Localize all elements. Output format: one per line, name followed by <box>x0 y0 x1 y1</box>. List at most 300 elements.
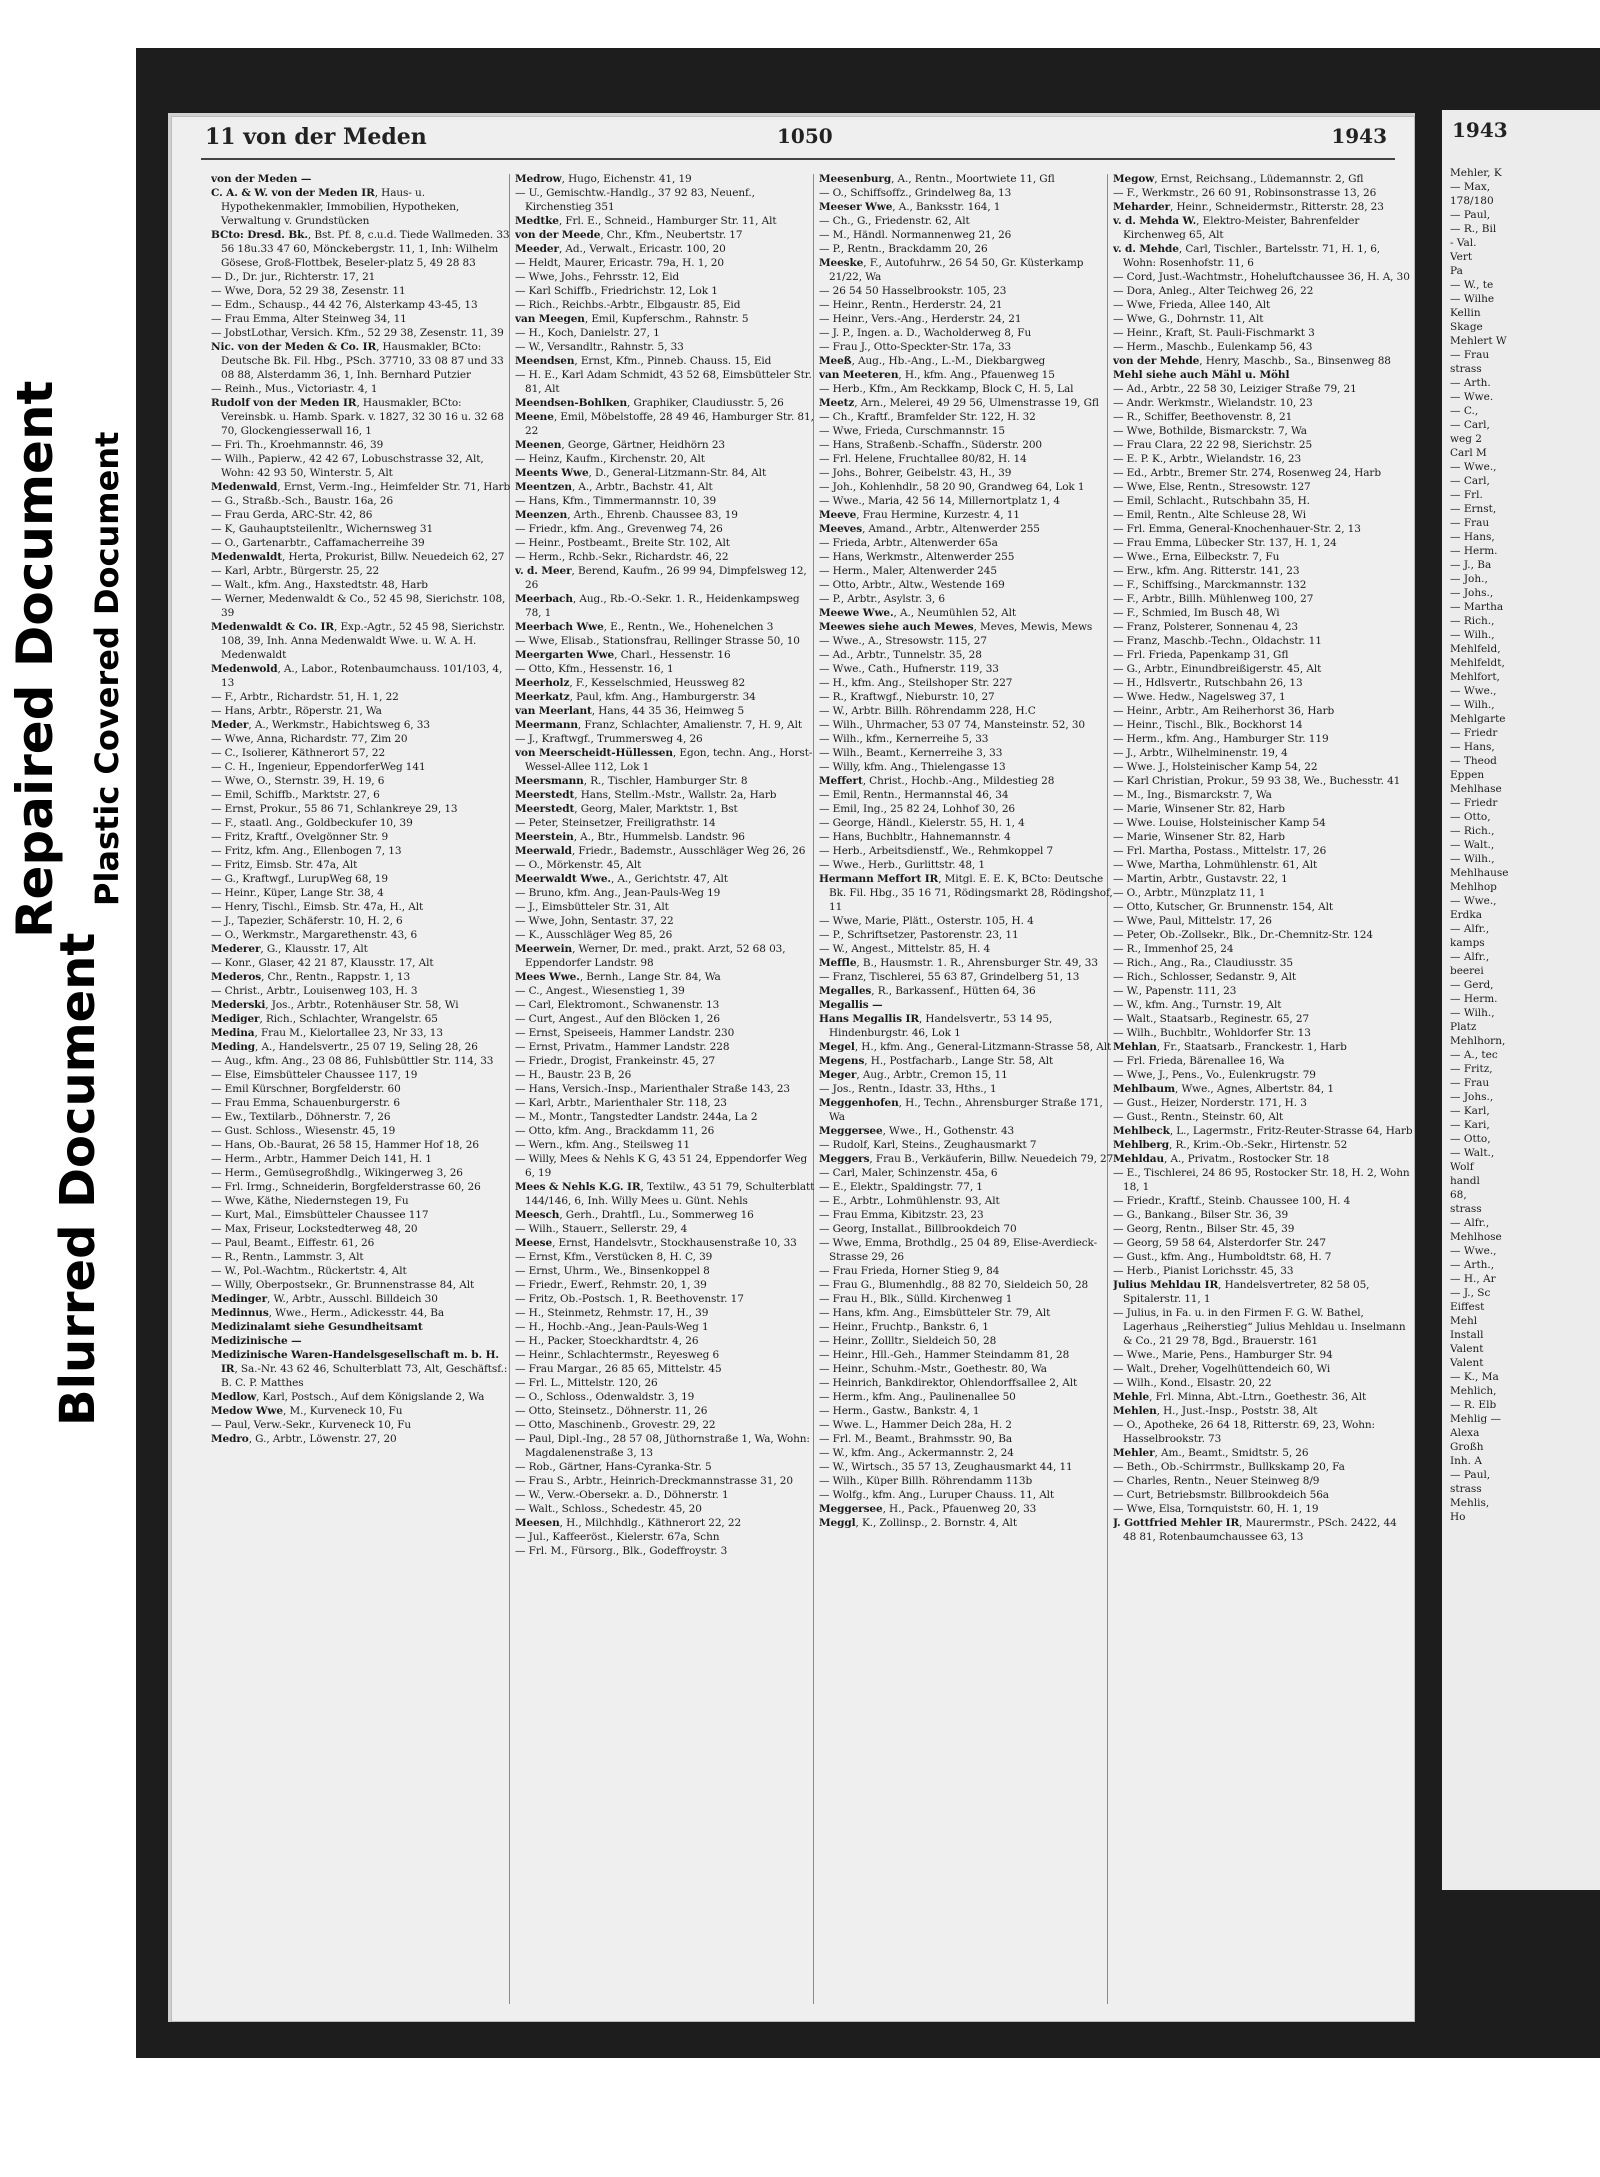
next-page-entry: — Kari, <box>1450 1119 1490 1131</box>
directory-entry: — Rudolf, Karl, Steins., Zeughausmarkt 7 <box>819 1139 1037 1151</box>
directory-entry: v. d. Mehde, Carl, Tischler., Bartelsstr. 71, H. 1, 6, Wohn: Rosenhofstr. 11, 6 <box>1113 243 1381 269</box>
directory-entry: Megalles, R., Barkassenf., Hütten 64, 36 <box>819 985 1036 997</box>
directory-entry: — Paul, Dipl.-Ing., 28 57 08, Jüthornstraße 1, Wa, Wohn: Magdalenenstraße 3, 13 <box>515 1433 810 1459</box>
directory-entry: — Rob., Gärtner, Hans-Cyranka-Str. 5 <box>515 1461 712 1473</box>
directory-entry: BCto: Dresd. Bk., Bst. Pf. 8, c.u.d. Tiede Wallmeden. 33 56 18u.33 47 60, Mönckebergstr. 11, 1, Inh: Wilhelm Gösese, Groß-Flottbek, Beseler-platz 5, 49 28 83 <box>211 229 510 269</box>
directory-entry: Meerbach, Aug., Rb.-O.-Sekr. 1. R., Heidenkampsweg 78, 1 <box>515 593 800 619</box>
directory-entry: — Ed., Arbtr., Bremer Str. 274, Rosenweg 24, Harb <box>1113 467 1381 479</box>
directory-entry: — Emil, Rentn., Hermannstal 46, 34 <box>819 789 1009 801</box>
directory-entry: — Karl, Arbtr., Marienthaler Str. 118, 23 <box>515 1097 727 1109</box>
directory-entry: — Wwe, Dora, 52 29 38, Zesenstr. 11 <box>211 285 406 297</box>
next-page-entry: — J., Ba <box>1450 559 1492 571</box>
directory-entry: — Hans, Versich.-Insp., Marienthaler Straße 143, 23 <box>515 1083 791 1095</box>
directory-entry: — Frau Frieda, Horner Stieg 9, 84 <box>819 1265 1000 1277</box>
next-page-entry: Alexa <box>1450 1427 1480 1439</box>
directory-entry: Meendsen-Bohlken, Graphiker, Claudiusstr. 5, 26 <box>515 397 784 409</box>
directory-entry: — R., Immenhof 25, 24 <box>1113 943 1234 955</box>
directory-entry: — F., staatl. Ang., Goldbeckufer 10, 39 <box>211 817 413 829</box>
next-page-entry: Mehlhose <box>1450 1231 1502 1243</box>
directory-entry: — Frl. Martha, Postass., Mittelstr. 17, 26 <box>1113 845 1327 857</box>
directory-entry: — Marie, Winsener Str. 82, Harb <box>1113 831 1285 843</box>
column-1 <box>211 172 511 2008</box>
directory-entry: — Jos., Rentn., Idastr. 33, Hths., 1 <box>819 1083 997 1095</box>
directory-entry: — F., Schmied, Im Busch 48, Wi <box>1113 607 1280 619</box>
next-page-entry: Carl M <box>1450 447 1487 459</box>
next-page-entry: — Paul, <box>1450 209 1491 221</box>
directory-entry: von der Mehde, Henry, Maschb., Sa., Binsenweg 88 <box>1113 355 1391 367</box>
directory-entry: — Fritz, Ob.-Postsch. 1, R. Beethovenstr. 17 <box>515 1293 744 1305</box>
directory-entry: — Herb., Kfm., Am Reckkamp, Block C, H. 5, Lal <box>819 383 1074 395</box>
next-page-entry: — Max, <box>1450 181 1491 193</box>
next-page-entry: — Gerd, <box>1450 979 1494 991</box>
directory-entry: — Emil, Schlacht., Rutschbahn 35, H. <box>1113 495 1310 507</box>
directory-entry: van Meegen, Emil, Kupferschm., Rahnstr. 5 <box>515 313 749 325</box>
directory-entry: — C., Angest., Wiesenstieg 1, 39 <box>515 985 685 997</box>
directory-entry: — Frau S., Arbtr., Heinrich-Dreckmannstrasse 31, 20 <box>515 1475 793 1487</box>
directory-entry: — Ad., Arbtr., 22 58 30, Leiziger Straße 79, 21 <box>1113 383 1357 395</box>
directory-entry: — Otto, kfm. Ang., Brackdamm 11, 26 <box>515 1125 715 1137</box>
directory-entry: — Franz, Maschb.-Techn., Oldachstr. 11 <box>1113 635 1322 647</box>
directory-entry: — Frl. M., Beamt., Brahmsstr. 90, Ba <box>819 1433 1012 1445</box>
directory-entry: — Emil, Rentn., Alte Schleuse 28, Wi <box>1113 509 1306 521</box>
directory-entry: — Julius, in Fa. u. in den Firmen F. G. W. Bathel, Lagerhaus „Reiherstieg“ Julius Mehldau u. Inselmann & Co., 21 29 78, Bgd., Brauerstr. 161 <box>1113 1307 1406 1347</box>
directory-entry: — Friedr., Drogist, Frankeinstr. 45, 27 <box>515 1055 716 1067</box>
directory-entry: — Georg, Rentn., Bilser Str. 45, 39 <box>1113 1223 1295 1235</box>
directory-entry: — Dora, Anleg., Alter Teichweg 26, 22 <box>1113 285 1314 297</box>
directory-entry: — Wwe. Hedw., Nagelsweg 37, 1 <box>1113 691 1286 703</box>
next-page-entry: — R., Bil <box>1450 223 1497 235</box>
next-page-entry: Mehlis, <box>1450 1497 1490 1509</box>
directory-entry: — Ernst, Kfm., Verstücken 8, H. C, 39 <box>515 1251 713 1263</box>
directory-entry: — W., Versandltr., Rahnstr. 5, 33 <box>515 341 684 353</box>
directory-entry: — E., Tischlerei, 24 86 95, Rostocker Str. 18, H. 2, Wohn 18, 1 <box>1113 1167 1410 1193</box>
directory-entry: Medizinische Waren-Handelsgesellschaft m. b. H. IR, Sa.-Nr. 43 62 46, Schulterblatt 73, Alt, Geschäftsf.: B. C. P. Matthes <box>211 1349 508 1389</box>
directory-entry: — Fritz, kfm. Ang., Ellenbogen 7, 13 <box>211 845 402 857</box>
directory-entry: — Hans, Ob.-Baurat, 26 58 15, Hammer Hof 18, 26 <box>211 1139 479 1151</box>
directory-entry: — W., Wirtsch., 35 57 13, Zeughausmarkt 44, 11 <box>819 1461 1073 1473</box>
directory-entry: Megens, H., Postfacharb., Lange Str. 58, Alt <box>819 1055 1054 1067</box>
directory-entry: — Wwe. Louise, Holsteinischer Kamp 54 <box>1113 817 1326 829</box>
directory-entry: Meendsen, Ernst, Kfm., Pinneb. Chauss. 15, Eid <box>515 355 772 367</box>
directory-entry: Meents Wwe, D., General-Litzmann-Str. 84, Alt <box>515 467 767 479</box>
directory-entry: — H., Packer, Stoeckhardtstr. 4, 26 <box>515 1335 699 1347</box>
directory-entry: Medrow, Hugo, Eichenstr. 41, 19 <box>515 173 692 185</box>
directory-entry: — Heldt, Maurer, Ericastr. 79a, H. 1, 20 <box>515 257 724 269</box>
directory-entry: — George, Händl., Kielerstr. 55, H. 1, 4 <box>819 817 1025 829</box>
directory-entry: Meesch, Gerh., Drahtfl., Lu., Sommerweg 16 <box>515 1209 754 1221</box>
directory-entry: — Heinr., Fruchtp., Bankstr. 6, 1 <box>819 1321 989 1333</box>
next-page-entry: Eiffest <box>1450 1301 1485 1313</box>
directory-entry: — G., Straßb.-Sch., Baustr. 16a, 26 <box>211 495 394 507</box>
next-page-entry: — Johs., <box>1450 1091 1494 1103</box>
directory-entry: — Wilh., Kond., Elsastr. 20, 22 <box>1113 1377 1272 1389</box>
directory-entry: — Frau Margar., 26 85 65, Mittelstr. 45 <box>515 1363 722 1375</box>
directory-entry: Mehl siehe auch Mähl u. Möhl <box>1113 369 1290 381</box>
directory-entry: — Walt., Schloss., Schedestr. 45, 20 <box>515 1503 702 1515</box>
directory-entry: — Otto, Maschinenb., Grovestr. 29, 22 <box>515 1419 716 1431</box>
next-page-entry: — Hans, <box>1450 741 1495 753</box>
directory-entry: — Marie, Winsener Str. 82, Harb <box>1113 803 1285 815</box>
directory-entry: — Edm., Schausp., 44 42 76, Alsterkamp 43-45, 13 <box>211 299 478 311</box>
directory-entry: — Herm., Gemüsegroßhdlg., Wikingerweg 3, 26 <box>211 1167 463 1179</box>
next-page-entry: — Rich., <box>1450 825 1495 837</box>
directory-entry: — H., Hdlsvertr., Rutschbahn 26, 13 <box>1113 677 1303 689</box>
directory-entry: — W., Verw.-Obersekr. a. D., Döhnerstr. 1 <box>515 1489 729 1501</box>
directory-entry: Meder, A., Werkmstr., Habichtsweg 6, 33 <box>211 719 430 731</box>
directory-entry: — Herb., Pianist Lorichsstr. 45, 33 <box>1113 1265 1294 1277</box>
directory-entry: — Peter, Ob.-Zollsekr., Blk., Dr.-Chemnitz-Str. 124 <box>1113 929 1373 941</box>
directory-entry: — C., Isolierer, Käthnerort 57, 22 <box>211 747 386 759</box>
directory-entry: — Fri. Th., Kroehmannstr. 46, 39 <box>211 439 384 451</box>
next-page-entry: — Herm. <box>1450 545 1498 557</box>
directory-entry: — R., Schiffer, Beethovenstr. 8, 21 <box>1113 411 1293 423</box>
directory-entry: — Frl. M., Fürsorg., Blk., Godeffroystr. 3 <box>515 1545 728 1557</box>
directory-entry: Megow, Ernst, Reichsang., Lüdemannstr. 2, Gfl <box>1113 173 1364 185</box>
directory-entry: — Wwe, Martha, Lohmühlenstr. 61, Alt <box>1113 859 1318 871</box>
directory-entry: — Heinr., Schlachtermstr., Reyesweg 6 <box>515 1349 720 1361</box>
directory-entry: Mehlberg, R., Krim.-Ob.-Sekr., Hirtenstr. 52 <box>1113 1139 1348 1151</box>
next-page-entry: — Wwe., <box>1450 895 1497 907</box>
directory-entry: C. A. & W. von der Meden IR, Haus- u. Hypothekenmakler, Immobilien, Hypotheken, Verwaltung v. Grundstücken <box>211 187 460 227</box>
page-year: 1943 <box>1331 124 1387 148</box>
directory-entry: — Otto, Kfm., Hessenstr. 16, 1 <box>515 663 674 675</box>
directory-entry: — Friedr., Ewerf., Rehmstr. 20, 1, 39 <box>515 1279 707 1291</box>
directory-entry: — F., Schiffsing., Marckmannstr. 132 <box>1113 579 1307 591</box>
next-page-entry: — Carl, <box>1450 419 1490 431</box>
directory-entry: Meerstedt, Hans, Stellm.-Mstr., Wallstr. 2a, Harb <box>515 789 777 801</box>
directory-entry: — W., Angest., Mittelstr. 85, H. 4 <box>819 943 991 955</box>
directory-entry: — Heinr., Schuhm.-Mstr., Goethestr. 80, Wa <box>819 1363 1047 1375</box>
next-page-entry: — Johs., <box>1450 587 1494 599</box>
directory-entry: — P., Arbtr., Asylstr. 3, 6 <box>819 593 945 605</box>
directory-entry: — E. P. K., Arbtr., Wielandstr. 16, 23 <box>1113 453 1302 465</box>
directory-entry: — Frau Emma, Alter Steinweg 34, 11 <box>211 313 407 325</box>
next-page-entry: — Walt., <box>1450 1147 1495 1159</box>
next-page-entry: — Carl, <box>1450 475 1490 487</box>
directory-entry: Meerbach Wwe, E., Rentn., We., Hohenelchen 3 <box>515 621 774 633</box>
directory-entry: Meerkatz, Paul, kfm. Ang., Hamburgerstr. 34 <box>515 691 756 703</box>
directory-entry: — H. E., Karl Adam Schmidt, 43 52 68, Eimsbütteler Str. 81, Alt <box>515 369 812 395</box>
directory-entry: — D., Dr. jur., Richterstr. 17, 21 <box>211 271 376 283</box>
blurred-document-label: Blurred Document <box>50 932 106 1426</box>
directory-entry: Meerwaldt Wwe., A., Gerichtstr. 47, Alt <box>515 873 728 885</box>
directory-entry: Meeske, F., Autofuhrw., 26 54 50, Gr. Küsterkamp 21/22, Wa <box>819 257 1084 283</box>
directory-entry: — Wwe, Käthe, Niedernstegen 19, Fu <box>211 1195 409 1207</box>
directory-entry: — H., Hochb.-Ang., Jean-Pauls-Weg 1 <box>515 1321 709 1333</box>
directory-entry: — Frl. Irmg., Schneiderin, Borgfelderstrasse 60, 26 <box>211 1181 481 1193</box>
next-page-entry: — Wilh., <box>1450 853 1495 865</box>
next-page-entry: Mehlich, <box>1450 1385 1497 1397</box>
directory-entry: Meetz, Arn., Melerei, 49 29 56, Ulmenstrasse 19, Gfl <box>819 397 1099 409</box>
directory-entry: Mehler, Am., Beamt., Smidtstr. 5, 26 <box>1113 1447 1309 1459</box>
directory-entry: Medinger, W., Arbtr., Ausschl. Billdeich 30 <box>211 1293 438 1305</box>
next-page-entry: kamps <box>1450 937 1485 949</box>
directory-entry: — Wwe, Johs., Fehrsstr. 12, Eid <box>515 271 680 283</box>
directory-entry: Mederer, G., Klausstr. 17, Alt <box>211 943 368 955</box>
directory-entry: — Ew., Textilarb., Döhnerstr. 7, 26 <box>211 1111 391 1123</box>
directory-entry: — Walt., Staatsarb., Reginestr. 65, 27 <box>1113 1013 1310 1025</box>
directory-entry: — Herb., Arbeitsdienstf., We., Rehmkoppel 7 <box>819 845 1054 857</box>
directory-entry: — Heinrich, Bankdirektor, Ohlendorffsallee 2, Alt <box>819 1377 1078 1389</box>
directory-entry: Meding, A., Handelsvertr., 25 07 19, Seling 28, 26 <box>211 1041 478 1053</box>
next-page-entry: — Otto, <box>1450 1133 1491 1145</box>
directory-entry: Mederos, Chr., Rentn., Rappstr. 1, 13 <box>211 971 411 983</box>
directory-entry: — Wilh., kfm., Kernerreihe 5, 33 <box>819 733 989 745</box>
directory-entry: — W., kfm. Ang., Turnstr. 19, Alt <box>1113 999 1282 1011</box>
directory-entry: Mehlbeck, L., Lagermstr., Fritz-Reuter-Strasse 64, Harb <box>1113 1125 1413 1137</box>
next-page-entry: — C., <box>1450 405 1479 417</box>
next-page-entry: Vert <box>1450 251 1473 263</box>
next-page-entry: — Alfr., <box>1450 923 1490 935</box>
directory-entry: — Karl Christian, Prokur., 59 93 38, We., Buchesstr. 41 <box>1113 775 1401 787</box>
next-page-entry: — Wilh., <box>1450 629 1495 641</box>
next-page-entry: — Joh., <box>1450 573 1488 585</box>
directory-entry: — Heinr., Arbtr., Am Reiherhorst 36, Harb <box>1113 705 1335 717</box>
directory-entry: — Johs., Bohrer, Geibelstr. 43, H., 39 <box>819 467 1012 479</box>
directory-entry: Medina, Frau M., Kielortallee 23, Nr 33, 13 <box>211 1027 443 1039</box>
plastic-covered-document-label: Plastic Covered Document <box>88 431 126 906</box>
next-page-entry: Wolf <box>1450 1161 1474 1173</box>
next-page-entry: Mehlert W <box>1450 335 1507 347</box>
next-page-entry: — Herm. <box>1450 993 1498 1005</box>
directory-entry: Julius Mehldau IR, Handelsvertreter, 82 58 05, Spitalerstr. 11, 1 <box>1113 1279 1370 1305</box>
header-rule <box>201 158 1395 160</box>
directory-entry: — Frieda, Arbtr., Altenwerder 65a <box>819 537 998 549</box>
directory-entry: Meentzen, A., Arbtr., Bachstr. 41, Alt <box>515 481 713 493</box>
next-page-entry: — Wilhe <box>1450 293 1495 305</box>
directory-entry: Meger, Aug., Arbtr., Cremon 15, 11 <box>819 1069 1008 1081</box>
directory-entry: — Andr. Werkmstr., Wielandstr. 10, 23 <box>1113 397 1313 409</box>
directory-entry: v. d. Mehda W., Elektro-Meister, Bahrenfelder Kirchenweg 65, Alt <box>1113 215 1360 241</box>
directory-entry: — Rich., Reichbs.-Arbtr., Elbgaustr. 85, Eid <box>515 299 741 311</box>
directory-entry: — Frl. Frieda, Bärenallee 16, Wa <box>1113 1055 1285 1067</box>
next-page-entry: Mehlfeld, <box>1450 643 1501 655</box>
directory-entry: — J., Kraftwgf., Trummersweg 4, 26 <box>515 733 703 745</box>
directory-entry: Meewes siehe auch Mewes, Meves, Mewis, Mews <box>819 621 1093 633</box>
directory-entry: — J. P., Ingen. a. D., Wacholderweg 8, Fu <box>819 327 1032 339</box>
directory-entry: — Heinr., Hll.-Geh., Hammer Steindamm 81, 28 <box>819 1349 1070 1361</box>
directory-entry: — Wwe, O., Sternstr. 39, H. 19, 6 <box>211 775 385 787</box>
directory-entry: — Wwe, Frieda, Allee 140, Alt <box>1113 299 1271 311</box>
next-page-entry: Mehlhorn, <box>1450 1035 1506 1047</box>
directory-entry: — Wwe., Herb., Gurlittstr. 48, 1 <box>819 859 985 871</box>
next-page-entry: — Friedr <box>1450 727 1498 739</box>
next-page-entry: 68, <box>1450 1189 1467 1201</box>
directory-entry: Meggersee, Wwe., H., Gothenstr. 43 <box>819 1125 1015 1137</box>
directory-entry: — Martin, Arbtr., Gustavstr. 22, 1 <box>1113 873 1288 885</box>
directory-entry: — Charles, Rentn., Neuer Steinweg 8/9 <box>1113 1475 1320 1487</box>
directory-entry: — Herm., kfm. Ang., Paulinenallee 50 <box>819 1391 1016 1403</box>
directory-entry: Meeß, Aug., Hb.-Ang., L.-M., Diekbargweg <box>819 355 1046 367</box>
directory-entry: — Otto, Arbtr., Altw., Westende 169 <box>819 579 1005 591</box>
next-page-entry: — Frau <box>1450 1077 1490 1089</box>
column-2 <box>515 172 815 2008</box>
next-page-entry: — R. Elb <box>1450 1399 1497 1411</box>
directory-entry: — Wilh., Beamt., Kernerreihe 3, 33 <box>819 747 1003 759</box>
directory-entry: — Walt., Dreher, Vogelhüttendeich 60, Wi <box>1113 1363 1331 1375</box>
next-page-entry: strass <box>1450 1203 1482 1215</box>
directory-entry: Megel, H., kfm. Ang., General-Litzmann-Strasse 58, Alt <box>819 1041 1112 1053</box>
directory-entry: Rudolf von der Meden IR, Hausmakler, BCto: Vereinsbk. u. Hamb. Spark. v. 1827, 32 30 16 u. 32 68 70, Glockengiesserwall 16, 1 <box>211 397 504 437</box>
next-page-entry: Großh <box>1450 1441 1484 1453</box>
directory-entry: — H., kfm. Ang., Steilshoper Str. 227 <box>819 677 1013 689</box>
directory-entry: — Beth., Ob.-Schirrmstr., Bullkskamp 20, Fa <box>1113 1461 1345 1473</box>
next-page-entry: Mehl <box>1450 1315 1478 1327</box>
directory-entry: Meerholz, F., Kesselschmied, Heussweg 82 <box>515 677 746 689</box>
directory-entry: — Frau Emma, Lübecker Str. 137, H. 1, 24 <box>1113 537 1337 549</box>
directory-entry: — Wilh., Papierw., 42 42 67, Lobuschstrasse 32, Alt, Wohn: 42 93 50, Winterstr. 5, Alt <box>211 453 484 479</box>
directory-entry: — Wwe, G., Dohrnstr. 11, Alt <box>1113 313 1264 325</box>
directory-entry: — Wwe., Marie, Pens., Hamburger Str. 94 <box>1113 1349 1333 1361</box>
next-page-entry: handl <box>1450 1175 1480 1187</box>
directory-entry: Meggenhofen, H., Techn., Ahrensburger Straße 171, Wa <box>819 1097 1103 1123</box>
directory-entry: — G., Kraftwgf., LurupWeg 68, 19 <box>211 873 388 885</box>
directory-entry: — Wwe., Maria, 42 56 14, Millernortplatz 1, 4 <box>819 495 1060 507</box>
directory-entry: — Friedr., kfm. Ang., Grevenweg 74, 26 <box>515 523 723 535</box>
directory-entry: — Frau Clara, 22 22 98, Sierichstr. 25 <box>1113 439 1313 451</box>
page-header-left: 11 von der Meden <box>205 124 427 150</box>
directory-entry: — Ch., Kraftf., Bramfelder Str. 122, H. 32 <box>819 411 1036 423</box>
directory-entry: Meesenburg, A., Rentn., Moortwiete 11, Gfl <box>819 173 1055 185</box>
next-page-entry: — Wwe., <box>1450 461 1497 473</box>
next-page-entry: — Arth., <box>1450 1259 1495 1271</box>
directory-entry: — Otto, Steinsetz., Döhnerstr. 11, 26 <box>515 1405 708 1417</box>
directory-entry: — Heinr., Vers.-Ang., Herderstr. 24, 21 <box>819 313 1022 325</box>
directory-entry: — Erw., kfm. Ang. Ritterstr. 141, 23 <box>1113 565 1300 577</box>
next-page-entry: Mehlhop <box>1450 881 1497 893</box>
directory-entry: Medenwald, Ernst, Verm.-Ing., Heimfelder Str. 71, Harb <box>211 481 511 493</box>
directory-entry: — Wwe, Marie, Plätt., Osterstr. 105, H. 4 <box>819 915 1034 927</box>
next-page-entry: — Rich., <box>1450 615 1495 627</box>
directory-entry: — Hans, Werkmstr., Altenwerder 255 <box>819 551 1015 563</box>
directory-entry: — Hans, Kfm., Timmermannstr. 10, 39 <box>515 495 717 507</box>
directory-entry: — Wwe, Anna, Richardstr. 77, Zim 20 <box>211 733 408 745</box>
directory-entry: — Emil Kürschner, Borgfelderstr. 60 <box>211 1083 401 1095</box>
directory-entry: — Emil, Ing., 25 82 24, Lohhof 30, 26 <box>819 803 1015 815</box>
directory-entry: von Meerscheidt-Hüllessen, Egon, techn. Ang., Horst-Wessel-Allee 112, Lok 1 <box>515 747 813 773</box>
next-page-entry: Pa <box>1450 265 1463 277</box>
directory-entry: — Wilh., Küper Billh. Röhrendamm 113b <box>819 1475 1033 1487</box>
next-page-year: 1943 <box>1452 118 1508 142</box>
directory-entry: — Konr., Glaser, 42 21 87, Klausstr. 17, Alt <box>211 957 434 969</box>
directory-entry: — Hans, Arbtr., Röperstr. 21, Wa <box>211 705 382 717</box>
directory-entry: — Wwe., Erna, Eilbeckstr. 7, Fu <box>1113 551 1280 563</box>
directory-entry: Meene, Emil, Möbelstoffe, 28 49 46, Hamburger Str. 81, 22 <box>515 411 814 437</box>
next-page-entry: — Karl, <box>1450 1105 1490 1117</box>
directory-entry: — O., Apotheke, 26 64 18, Ritterstr. 69, 23, Wohn: Hasselbrookstr. 73 <box>1113 1419 1375 1445</box>
directory-entry: — Ernst, Prokur., 55 86 71, Schlankreye 29, 13 <box>211 803 458 815</box>
directory-entry: — Wwe, Paul, Mittelstr. 17, 26 <box>1113 915 1272 927</box>
next-page-entry: weg 2 <box>1450 433 1482 445</box>
directory-entry: — R., Rentn., Lammstr. 3, Alt <box>211 1251 364 1263</box>
directory-entry: — Else, Eimsbütteler Chaussee 117, 19 <box>211 1069 418 1081</box>
next-page-entry: — Paul, <box>1450 1469 1491 1481</box>
next-page-entry: Mehlfeldt, <box>1450 657 1505 669</box>
directory-entry: — Ernst, Speiseeis, Hammer Landstr. 230 <box>515 1027 735 1039</box>
directory-entry: — Frl. Helene, Fruchtallee 80/82, H. 14 <box>819 453 1027 465</box>
directory-entry: — E., Arbtr., Lohmühlenstr. 93, Alt <box>819 1195 1000 1207</box>
next-page-entry: Inh. A <box>1450 1455 1482 1467</box>
directory-entry: — Hans, Straßenb.-Schaffn., Süderstr. 200 <box>819 439 1043 451</box>
directory-entry: — C. H., Ingenieur, EppendorferWeg 141 <box>211 761 426 773</box>
directory-entry: — R., Kraftwgf., Nieburstr. 10, 27 <box>819 691 995 703</box>
directory-entry: — Heinr., Zollltr., Sieldeich 50, 28 <box>819 1335 997 1347</box>
directory-entry: — Max, Friseur, Lockstedterweg 48, 20 <box>211 1223 418 1235</box>
directory-entry: — M., Händl. Normannenweg 21, 26 <box>819 229 1012 241</box>
directory-entry: Meeser Wwe, A., Banksstr. 164, 1 <box>819 201 1001 213</box>
directory-entry: — Herm., Maler, Altenwerder 245 <box>819 565 997 577</box>
directory-entry: — Jul., Kaffeeröst., Kielerstr. 67a, Schn <box>515 1531 720 1543</box>
directory-entry: Medtke, Frl. E., Schneid., Hamburger Str. 11, Alt <box>515 215 777 227</box>
directory-entry: — Heinz, Kaufm., Kirchenstr. 20, Alt <box>515 453 705 465</box>
directory-entry: — Christ., Arbtr., Louisenweg 103, H. 3 <box>211 985 418 997</box>
directory-entry: — Frau Gerda, ARC-Str. 42, 86 <box>211 509 373 521</box>
next-page-entry: — Wilh., <box>1450 1007 1495 1019</box>
directory-entry: Mehldau, A., Privatm., Rostocker Str. 18 <box>1113 1153 1330 1165</box>
directory-entry: — Wilh., Buchbltr., Wohldorfer Str. 13 <box>1113 1027 1311 1039</box>
directory-entry: Medenwaldt, Herta, Prokurist, Billw. Neuedeich 62, 27 <box>211 551 505 563</box>
directory-entry: — O., Gartenarbtr., Caffamacherreihe 39 <box>211 537 425 549</box>
directory-entry: — P., Schriftsetzer, Pastorenstr. 23, 11 <box>819 929 1019 941</box>
next-page-entry: Mehlfort, <box>1450 671 1500 683</box>
next-page-entry: Erdka <box>1450 909 1483 921</box>
directory-entry: — J., Eimsbütteler Str. 31, Alt <box>515 901 669 913</box>
directory-entry: — Ch., G., Friedenstr. 62, Alt <box>819 215 970 227</box>
directory-entry: — M., Montr., Tangstedter Landstr. 244a, La 2 <box>515 1111 758 1123</box>
directory-entry: Meenen, George, Gärtner, Heidhörn 23 <box>515 439 725 451</box>
directory-entry: — Franz, Tischlerei, 55 63 87, Grindelberg 51, 13 <box>819 971 1080 983</box>
directory-entry: — Herm., Gastw., Bankstr. 4, 1 <box>819 1405 980 1417</box>
next-page-entry: — Arth. <box>1450 377 1491 389</box>
directory-entry: — Wwe. L., Hammer Deich 28a, H. 2 <box>819 1419 1012 1431</box>
directory-entry: — M., Ing., Bismarckstr. 7, Wa <box>1113 789 1272 801</box>
directory-entry: — H., Steinmetz, Rehmstr. 17, H., 39 <box>515 1307 709 1319</box>
directory-entry: — Gust., Rentn., Steinstr. 60, Alt <box>1113 1111 1284 1123</box>
directory-entry: Meffle, B., Hausmstr. 1. R., Ahrensburger Str. 49, 33 <box>819 957 1098 969</box>
directory-entry: — Frau Emma, Schauenburgerstr. 6 <box>211 1097 400 1109</box>
directory-entry: Medlow, Karl, Postsch., Auf dem Königslande 2, Wa <box>211 1391 485 1403</box>
directory-entry: van Meerlant, Hans, 44 35 36, Heimweg 5 <box>515 705 745 717</box>
directory-entry: — Wwe, John, Sentastr. 37, 22 <box>515 915 674 927</box>
directory-entry: — Fritz, Kraftf., Ovelgönner Str. 9 <box>211 831 389 843</box>
directory-entry: — Ernst, Privatm., Hammer Landstr. 228 <box>515 1041 730 1053</box>
directory-entry: — E., Elektr., Spaldingstr. 77, 1 <box>819 1181 983 1193</box>
next-page-entry: — Wwe., <box>1450 685 1497 697</box>
directory-entry: Medizinische — <box>211 1335 302 1347</box>
next-page-entry: strass <box>1450 1483 1482 1495</box>
next-page-entry: — Frl. <box>1450 489 1483 501</box>
next-page-column <box>1450 166 1600 1524</box>
next-page-entry: Install <box>1450 1329 1484 1341</box>
next-page-entry: 178/180 <box>1450 195 1494 207</box>
next-page-entry: — Wilh., <box>1450 699 1495 711</box>
directory-entry: — F., Werkmstr., 26 60 91, Robinsonstrasse 13, 26 <box>1113 187 1377 199</box>
directory-entry: Meeves, Amand., Arbtr., Altenwerder 255 <box>819 523 1040 535</box>
directory-entry: Medenwold, A., Labor., Rotenbaumchauss. 101/103, 4, 13 <box>211 663 503 689</box>
directory-entry: — 26 54 50 Hasselbrookstr. 105, 23 <box>819 285 1007 297</box>
next-page-entry: — Alfr., <box>1450 1217 1490 1229</box>
directory-entry: — U., Gemischtw.-Handlg., 37 92 83, Neuenf., Kirchenstieg 351 <box>515 187 755 213</box>
next-page-entry: Mehlhause <box>1450 867 1509 879</box>
directory-entry: Meewe Wwe., A., Neumühlen 52, Alt <box>819 607 1017 619</box>
directory-entry: — Herm., kfm. Ang., Hamburger Str. 119 <box>1113 733 1329 745</box>
directory-entry: — W., Arbtr. Billh. Röhrendamm 228, H.C <box>819 705 1036 717</box>
directory-entry: — O., Arbtr., Münzplatz 11, 1 <box>1113 887 1266 899</box>
next-page-entry: — A., tec <box>1450 1049 1498 1061</box>
directory-entry: — K., Ausschläger Weg 85, 26 <box>515 929 673 941</box>
directory-entry: — Wilh., Stauerr., Sellerstr. 29, 4 <box>515 1223 688 1235</box>
directory-entry: — Wwe, Elsa, Tornquiststr. 60, H. 1, 19 <box>1113 1503 1319 1515</box>
